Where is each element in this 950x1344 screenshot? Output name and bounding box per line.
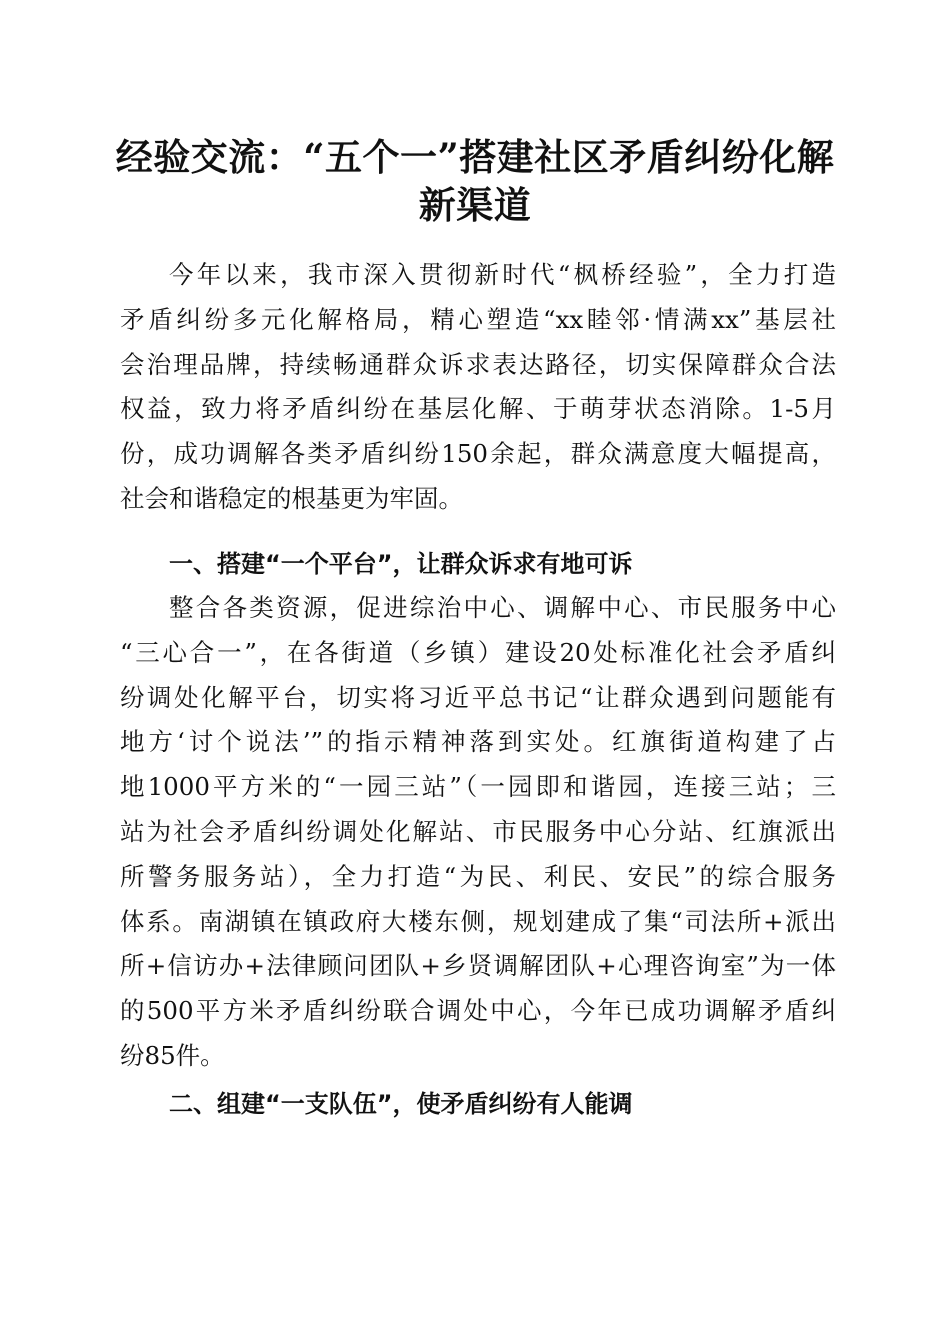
- paragraph-line: 整合各类资源，促进综治中心、调解中心、市民服务中心: [169, 593, 836, 622]
- paragraph-line: 所警务服务站），全力打造“为民、利民、安民”的综合服务: [120, 861, 836, 891]
- section-heading-2: 二、组建“一支队伍”，使矛盾纠纷有人能调: [169, 1090, 633, 1118]
- paragraph-line: 会治理品牌，持续畅通群众诉求表达路径，切实保障群众合法: [120, 349, 836, 379]
- paragraph-line: 地1000平方米的“一园三站”（一园即和谐园，连接三站；三: [120, 772, 836, 802]
- document-title-line-2: 新渠道: [418, 183, 532, 227]
- paragraph-line: 所+信访办+法律顾问团队+乡贤调解团队+心理咨询室”为一体: [120, 951, 836, 981]
- paragraph-line: 的500平方米矛盾纠纷联合调处中心，今年已成功调解矛盾纠: [120, 996, 836, 1026]
- paragraph-line: 矛盾纠纷多元化解格局，精心塑造“xx睦邻·情满xx”基层社: [120, 304, 836, 334]
- paragraph-line: 站为社会矛盾纠纷调处化解站、市民服务中心分站、红旗派出: [120, 816, 836, 846]
- paragraph-line: 社会和谐稳定的根基更为牢固。: [120, 483, 463, 513]
- paragraph-line: 地方‘讨个说法’”的指示精神落到实处。红旗街道构建了占: [120, 727, 836, 757]
- paragraph-line: “三心合一”，在各街道（乡镇）建设20处标准化社会矛盾纠: [120, 637, 836, 667]
- section-1-paragraph: [120, 586, 836, 1079]
- section-heading-1: 一、搭建“一个平台”，让群众诉求有地可诉: [169, 550, 633, 578]
- intro-paragraph: [120, 253, 836, 522]
- paragraph-line: 份，成功调解各类矛盾纠纷150余起，群众满意度大幅提高，: [120, 439, 836, 469]
- document-title-line-1: 经验交流：“五个一”搭建社区矛盾纠纷化解: [115, 135, 835, 179]
- paragraph-line: 纷调处化解平台，切实将习近平总书记“让群众遇到问题能有: [120, 682, 836, 712]
- paragraph-line: 今年以来，我市深入贯彻新时代“枫桥经验”，全力打造: [169, 260, 836, 289]
- paragraph-line: 纷85件。: [120, 1040, 225, 1070]
- paragraph-line: 权益，致力将矛盾纠纷在基层化解、于萌芽状态消除。1-5月: [120, 394, 836, 424]
- paragraph-line: 体系。南湖镇在镇政府大楼东侧，规划建成了集“司法所+派出: [120, 906, 836, 936]
